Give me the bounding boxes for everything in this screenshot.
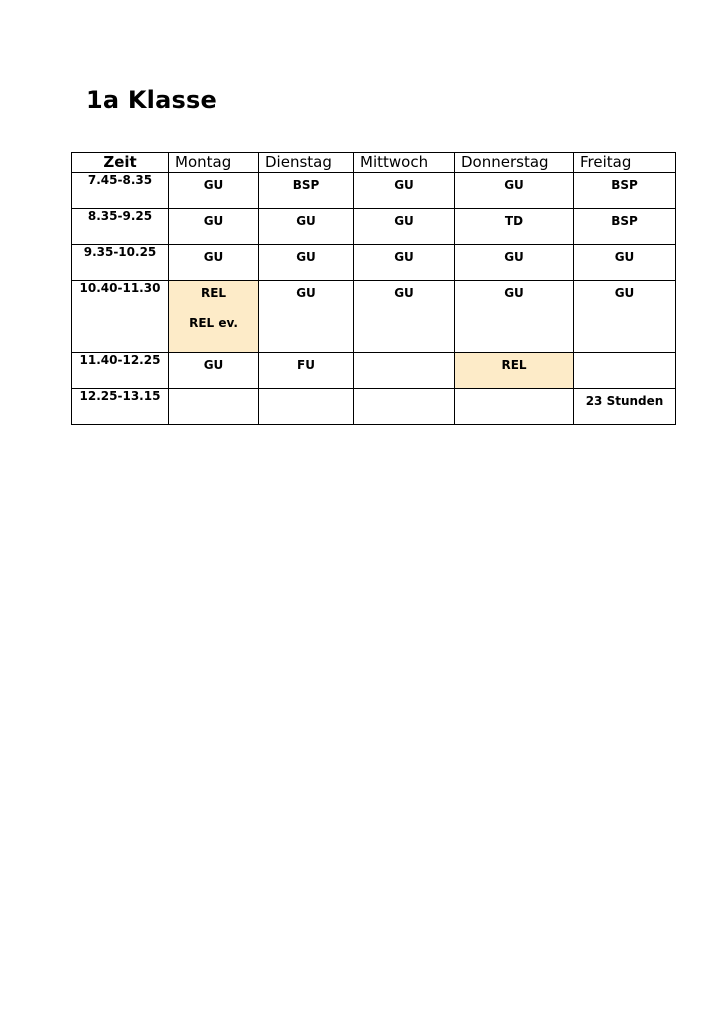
lesson-cell: [169, 353, 259, 389]
lesson-cell: [259, 245, 354, 281]
lesson-cell: [574, 173, 676, 209]
lesson-label: GU: [504, 286, 524, 300]
lesson-label: GU: [614, 250, 635, 264]
lesson-label: GU: [614, 286, 635, 300]
lesson-label: GU: [296, 250, 316, 264]
lesson-cell: [259, 353, 354, 389]
lesson-label: [169, 389, 258, 394]
lesson-cell: [259, 389, 354, 425]
lesson-cell: [455, 389, 574, 425]
lesson-cell: [455, 173, 574, 209]
lesson-label: GU: [504, 250, 524, 264]
header-zeit: Zeit: [72, 153, 169, 173]
lesson-cell: [354, 245, 455, 281]
time-cell: 8.35-9.25: [72, 209, 169, 245]
lesson-cell: [354, 389, 455, 425]
lesson-label: GU: [394, 286, 414, 300]
lesson-cell: [354, 353, 455, 389]
table-row: [72, 245, 676, 281]
lesson-label: GU: [203, 358, 224, 372]
lesson-label: [574, 353, 675, 358]
lesson-label: [354, 353, 454, 358]
lesson-label: BSP: [611, 178, 638, 192]
lesson-label: BSP: [611, 214, 638, 228]
lesson-cell-highlighted: [169, 281, 259, 353]
lesson-label: [455, 389, 573, 394]
lesson-cell: [354, 281, 455, 353]
lesson-cell: [259, 173, 354, 209]
header-montag: Montag: [169, 153, 259, 173]
lesson-label: REL: [501, 358, 527, 372]
lesson-label: GU: [203, 214, 224, 228]
lesson-label: GU: [203, 178, 224, 192]
table-row: [72, 173, 676, 209]
total-hours-label: 23 Stunden: [585, 394, 664, 408]
lesson-label: FU: [297, 358, 315, 372]
timetable: [71, 152, 676, 425]
lesson-cell: [169, 173, 259, 209]
lesson-label: GU: [296, 214, 316, 228]
lesson-label: GU: [203, 250, 224, 264]
lesson-cell: [455, 209, 574, 245]
header-row: [72, 153, 676, 173]
lesson-label: GU: [394, 250, 414, 264]
time-cell: 10.40-11.30: [72, 281, 169, 353]
header-freitag: Freitag: [574, 153, 676, 173]
lesson-label: [354, 389, 454, 394]
lesson-cell: [169, 209, 259, 245]
lesson-label: [259, 389, 353, 394]
lesson-cell: [259, 209, 354, 245]
lesson-cell: [169, 389, 259, 425]
lesson-label: GU: [394, 214, 414, 228]
lesson-cell: [259, 281, 354, 353]
time-cell: 11.40-12.25: [72, 353, 169, 389]
time-cell: 9.35-10.25: [72, 245, 169, 281]
lesson-label: GU: [394, 178, 414, 192]
table-row: [72, 281, 676, 353]
header-dienstag: Dienstag: [259, 153, 354, 173]
lesson-cell: [574, 281, 676, 353]
lesson-cell: [455, 245, 574, 281]
lesson-label: TD: [504, 214, 524, 228]
lesson-cell: [354, 173, 455, 209]
total-hours-cell: [574, 389, 676, 425]
page-title: 1a Klasse: [86, 86, 217, 114]
lesson-label: BSP: [292, 178, 320, 192]
lesson-label-extra: REL ev.: [189, 316, 238, 330]
lesson-cell: [574, 209, 676, 245]
lesson-cell: [354, 209, 455, 245]
time-cell: 12.25-13.15: [72, 389, 169, 425]
header-donnerstag: Donnerstag: [455, 153, 574, 173]
lesson-cell: [169, 245, 259, 281]
table-row: [72, 209, 676, 245]
table-row: [72, 353, 676, 389]
lesson-label: GU: [504, 178, 524, 192]
lesson-cell-highlighted: [455, 353, 574, 389]
table-row: [72, 389, 676, 425]
lesson-cell: [455, 281, 574, 353]
lesson-cell: [574, 353, 676, 389]
lesson-label: GU: [296, 286, 316, 300]
lesson-cell: [574, 245, 676, 281]
header-mittwoch: Mittwoch: [354, 153, 455, 173]
time-cell: 7.45-8.35: [72, 173, 169, 209]
lesson-label: REL: [200, 286, 227, 300]
